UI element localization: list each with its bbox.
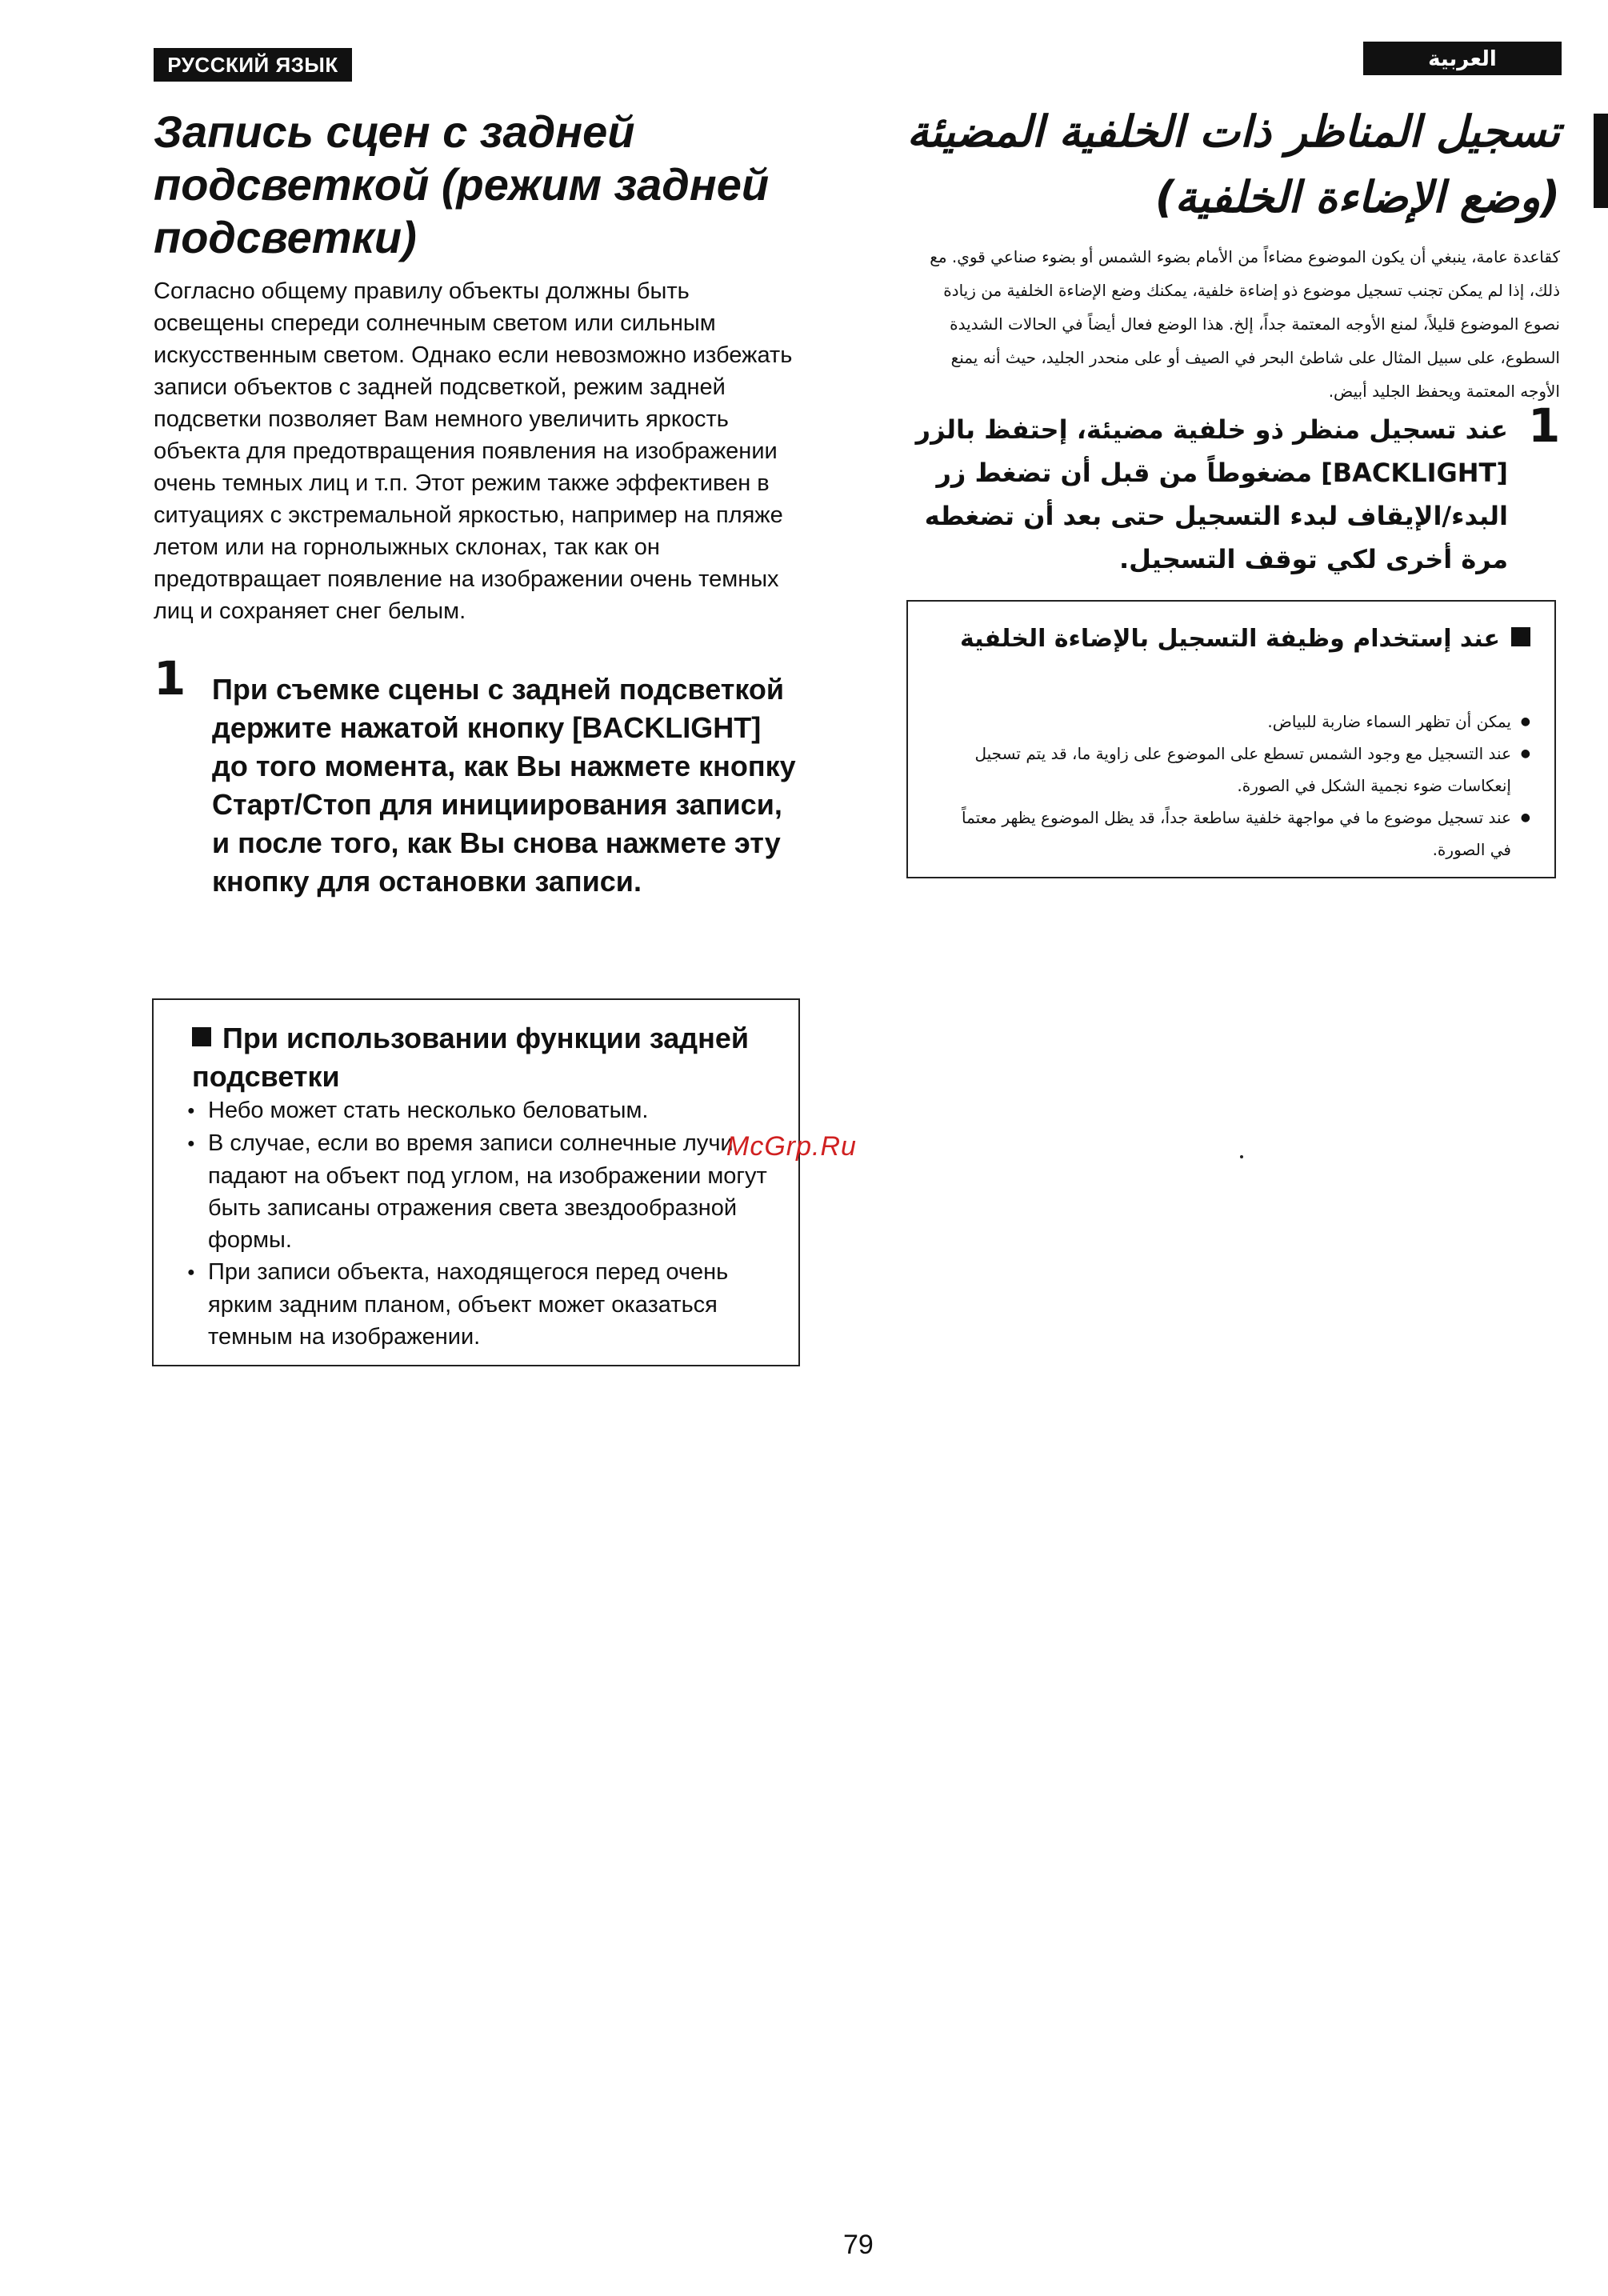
page-edge-marker [1594, 114, 1608, 208]
russian-title: Запись сцен с задней подсветкой (режим задней подсветки) [154, 106, 770, 262]
russian-language-tab: РУССКИЙ ЯЗЫК [154, 48, 352, 82]
list-item: ● В случае, если во время записи солнечные лучи падают на объект под углом, на изображении могут быть записаны отражения света звездообразной формы. [187, 1127, 795, 1256]
arabic-note-title-text: عند إستخدام وظيفة التسجيل بالإضاءة الخلفية [959, 625, 1500, 653]
list-item: ● Небо может стать несколько беловатым. [187, 1094, 795, 1127]
list-item: ● عند تسجيل موضوع ما في مواجهة خلفية ساطعة جداً، قد يظل الموضوع يظهر معتماً في الصورة. [946, 802, 1530, 866]
square-bullet-icon [1511, 627, 1530, 646]
arabic-note-title [954, 619, 1530, 659]
square-bullet-icon [192, 1027, 211, 1046]
list-item: ● عند التسجيل مع وجود الشمس تسطع على الموضوع على زاوية ما، قد يتم تسجيل إنعكاسات ضوء نجمية الشكل في الصورة. [946, 738, 1530, 802]
arabic-note-box [906, 600, 1556, 878]
russian-note-title-text: При использовании функции задней подсветки [192, 1022, 750, 1093]
russian-step-number: 1 [154, 651, 186, 706]
arabic-language-tab: العربية [1363, 42, 1562, 75]
arabic-step-text: عند تسجيل منظر ذو خلفية مضيئة، إحتفظ بالزر [BACKLIGHT] مضغوطاً من قبل أن تضغط زر البدء/الإيقاف لبدء التسجيل حتى بعد أن تضغطه مرة أخرى لكي توقف التسجيل. [915, 414, 1508, 574]
watermark: McGrp.Ru [726, 1131, 857, 1162]
russian-note-title [192, 1019, 768, 1096]
russian-step-text: При съемке сцены с задней подсветкой держите нажатой кнопку [BACKLIGHT] до того момента, как Вы нажмете кнопку Старт/Стоп для инициирования записи, и после того, как Вы снова нажмете эту кнопку для остановки записи. [212, 673, 796, 898]
arabic-title: تسجيل المناظر ذات الخلفية المضيئة (وضع الإضاءة الخلفية) [906, 106, 1560, 222]
scan-speck [1240, 1155, 1243, 1158]
arabic-intro-paragraph: كقاعدة عامة، ينبغي أن يكون الموضوع مضاءاً من الأمام بضوء الشمس أو بضوء صناعي قوي. مع ذلك، إذا لم يمكن تجنب تسجيل موضوع ذو إضاءة خلفية، يمكنك وضع الإضاءة الخلفية من زيادة نصوع الموضوع قليلاً، لمنع الأوجه المعتمة جداً، إلخ. هذا الوضع فعال أيضاً في الحالات الشديدة السطوع، على سبيل المثال على شاطئ البحر في الصيف أو على منحدر الجليد، حيث أنه يمنع الأوجه المعتمة ويحفظ الجليد أبيض. [930, 247, 1560, 401]
list-item: ● При записи объекта, находящегося перед очень ярким задним планом, объект может оказаться темным на изображении. [187, 1256, 795, 1353]
russian-note-box [152, 998, 800, 1366]
arabic-step-number: 1 [1528, 398, 1561, 453]
list-item: ● يمكن أن تظهر السماء ضاربة للبياض. [946, 706, 1530, 738]
russian-intro-paragraph: Согласно общему правилу объекты должны быть освещены спереди солнечным светом или сильным искусственным светом. Однако если невозможно избежать записи объектов с задней подсветкой, режим задней подсветки позволяет Вам немного увеличить яркость объекта для предотвращения появления на изображении очень темных лиц и т.п. Этот режим также эффективен в ситуациях с экстремальной яркостью, например на пляже летом или на горнолыжных склонах, так как он предотвращает появление на изображении очень темных лиц и сохраняет снег белым. [154, 278, 793, 624]
page-number: 79 [843, 2230, 874, 2260]
arabic-note-list [946, 706, 1530, 866]
russian-note-list [187, 1094, 795, 1353]
